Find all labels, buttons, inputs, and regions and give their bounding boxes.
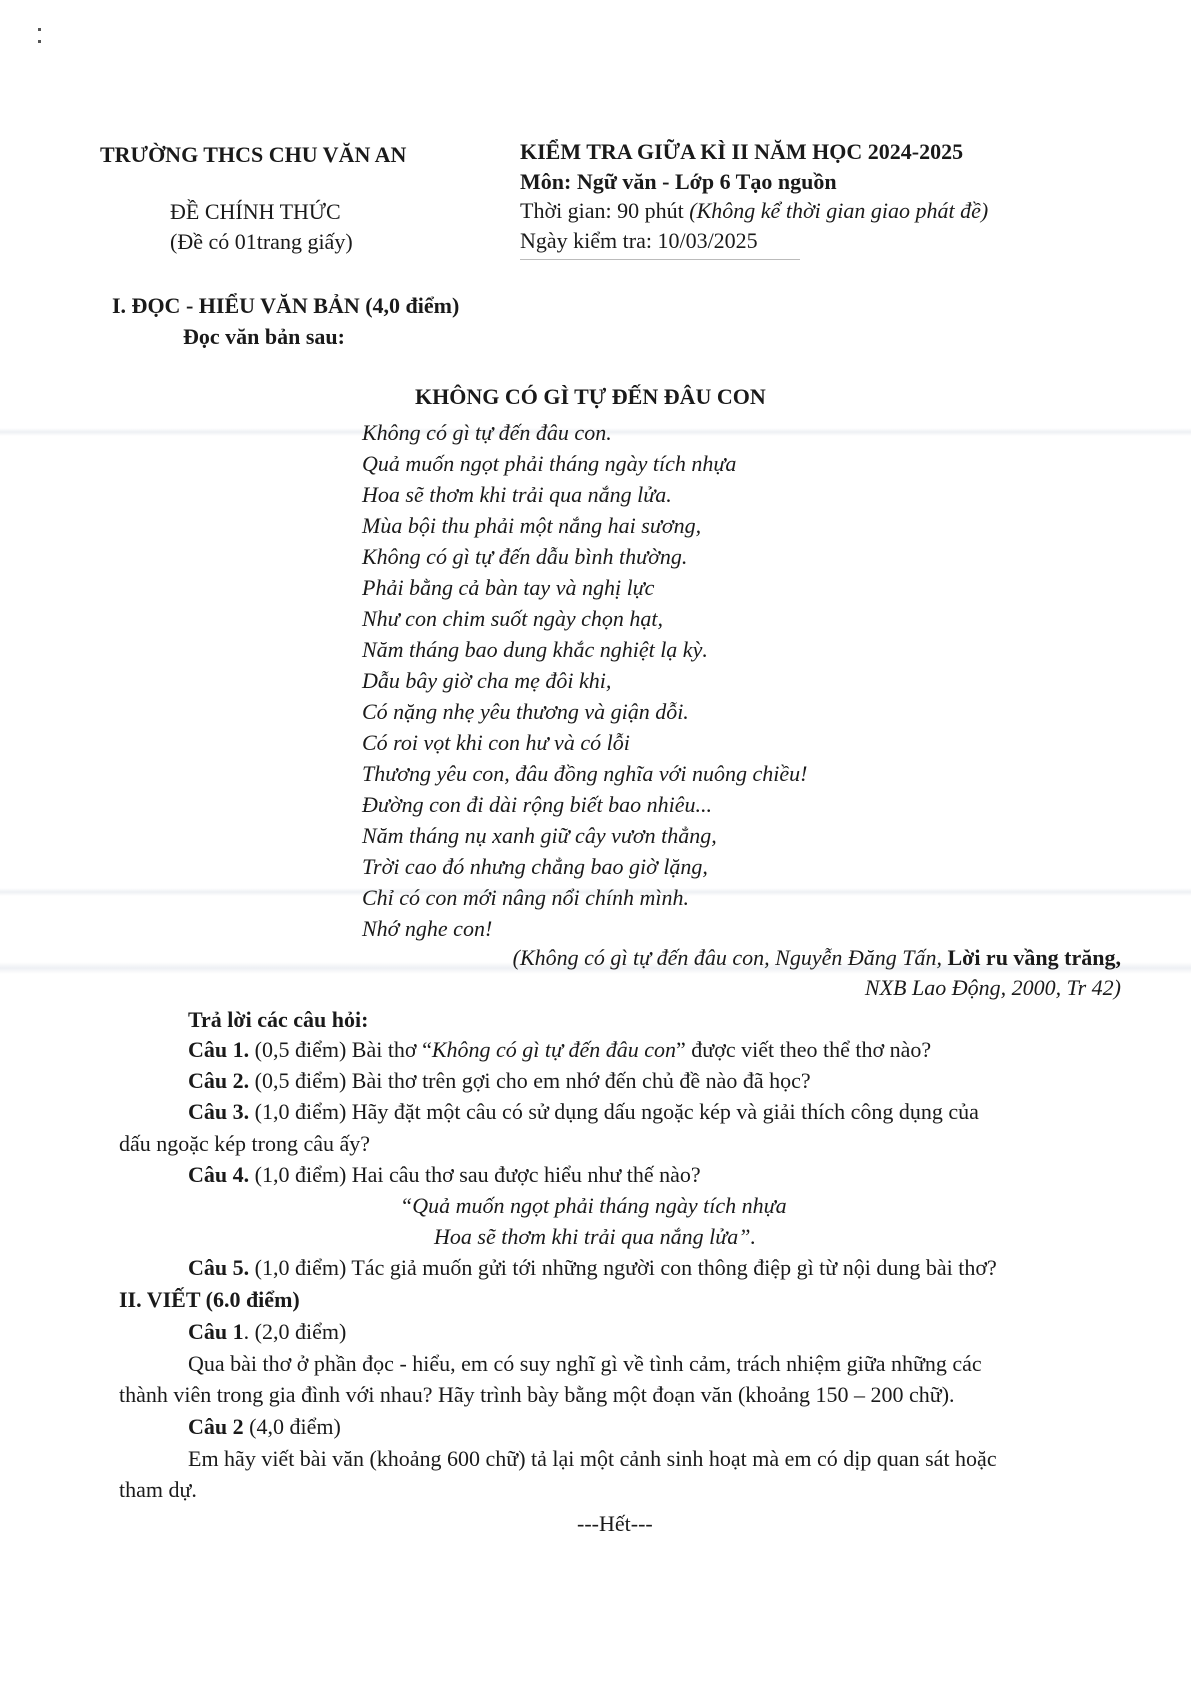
question-label: Câu 1.: [188, 1037, 250, 1062]
questions-heading: Trả lời các câu hỏi:: [188, 1007, 369, 1032]
question-label: Câu 2.: [188, 1068, 250, 1093]
official-label: ĐỀ CHÍNH THỨC: [170, 199, 341, 224]
exam-date: Ngày kiểm tra: 10/03/2025: [520, 228, 758, 253]
question-text: (0,5 điểm) Bài thơ “: [249, 1037, 432, 1062]
question-label: Câu 5.: [188, 1255, 250, 1280]
task-label: Câu 2: [188, 1414, 244, 1439]
quoted-verse-2: Hoa sẽ thơm khi trải qua nắng lửa”.: [434, 1224, 756, 1249]
subject-line: Môn: Ngữ văn - Lớp 6 Tạo nguồn: [520, 169, 837, 194]
task-points: (4,0 điểm): [243, 1414, 341, 1439]
poem-line: Mùa bội thu phải một nắng hai sương,: [362, 513, 702, 538]
poem-line: Nhớ nghe con!: [362, 916, 493, 941]
poem-line: Có nặng nhẹ yêu thương và giận dỗi.: [362, 699, 689, 724]
question-4: [188, 1162, 701, 1188]
poem-line: Đường con đi dài rộng biết bao nhiêu...: [362, 792, 713, 817]
question-text: (1,0 điểm) Hai câu thơ sau được hiểu như thế nào?: [249, 1162, 701, 1187]
question-3-cont: dấu ngoặc kép trong câu ấy?: [119, 1131, 371, 1156]
question-text: ” được viết theo thể thơ nào?: [676, 1037, 932, 1062]
question-label: Câu 3.: [188, 1099, 250, 1124]
poem-line: Như con chim suốt ngày chọn hạt,: [362, 606, 664, 631]
poem-line: Có roi vọt khi con hư và có lỗi: [362, 730, 630, 755]
poem-line: Phải bằng cả bàn tay và nghị lực: [362, 575, 655, 600]
part2-heading: II. VIẾT (6.0 điểm): [119, 1287, 300, 1312]
poem-line: Chỉ có con mới nâng nổi chính mình.: [362, 885, 690, 910]
question-3: [188, 1099, 979, 1125]
quoted-verse-1: “Quả muốn ngọt phải tháng ngày tích nhựa: [400, 1193, 787, 1218]
writing-task-2: [188, 1414, 341, 1440]
poem-title: KHÔNG CÓ GÌ TỰ ĐẾN ĐÂU CON: [415, 384, 766, 409]
poem-line: Năm tháng bao dung khắc nghiệt lạ kỳ.: [362, 637, 708, 662]
source-publisher: NXB Lao Động, 2000, Tr 42): [864, 975, 1121, 1000]
poem-line: Không có gì tự đến dẫu bình thường.: [362, 544, 688, 569]
poem-body: [362, 417, 807, 944]
question-text: (1,0 điểm) Hãy đặt một câu có sử dụng dấu ngoặc kép và giải thích công dụng của: [249, 1099, 979, 1124]
question-text: (1,0 điểm) Tác giả muốn gửi tới những người con thông điệp gì từ nội dung bài thơ?: [249, 1255, 997, 1280]
end-marker: ---Hết---: [577, 1511, 653, 1536]
writing-task-1-cont: thành viên trong gia đình với nhau? Hãy trình bày bằng một đoạn văn (khoảng 150 – 200 chữ).: [119, 1382, 955, 1407]
poem-line: Trời cao đó nhưng chẳng bao giờ lặng,: [362, 854, 708, 879]
scan-dot: [38, 28, 41, 31]
part1-instruction: Đọc văn bản sau:: [183, 324, 345, 349]
writing-task-1-text: Qua bài thơ ở phần đọc - hiểu, em có suy nghĩ gì về tình cảm, trách nhiệm giữa những các: [188, 1351, 982, 1376]
question-poem-title: Không có gì tự đến đâu con: [431, 1037, 677, 1062]
task-points: . (2,0 điểm): [243, 1319, 347, 1344]
poem-line: Hoa sẽ thơm khi trải qua nắng lửa.: [362, 482, 672, 507]
question-5: [188, 1255, 997, 1281]
writing-task-2-text: Em hãy viết bài văn (khoảng 600 chữ) tả lại một cảnh sinh hoạt mà em có dịp quan sát hoặc: [188, 1446, 997, 1471]
question-text: (0,5 điểm) Bài thơ trên gợi cho em nhớ đến chủ đề nào đã học?: [249, 1068, 811, 1093]
question-label: Câu 4.: [188, 1162, 250, 1187]
poem-line: Quả muốn ngọt phải tháng ngày tích nhựa: [362, 451, 737, 476]
poem-line: Không có gì tự đến đâu con.: [362, 420, 612, 445]
source-author: (Không có gì tự đến đâu con, Nguyễn Đăng Tấn,: [512, 945, 948, 970]
poem-line: Năm tháng nụ xanh giữ cây vươn thẳng,: [362, 823, 717, 848]
source-book: Lời ru vầng trăng,: [947, 945, 1121, 970]
page-count: (Đề có 01trang giấy): [170, 229, 353, 254]
question-2: [188, 1068, 811, 1094]
time-label: Thời gian: 90 phút: [520, 198, 690, 223]
time-line: [520, 198, 988, 224]
question-1: [188, 1037, 931, 1063]
poem-source: [513, 945, 1121, 971]
scan-dot: [38, 40, 41, 43]
poem-line: Dẫu bây giờ cha mẹ đôi khi,: [362, 668, 612, 693]
part1-heading: I. ĐỌC - HIỂU VĂN BẢN (4,0 điểm): [112, 293, 460, 318]
writing-task-2-cont: tham dự.: [119, 1477, 197, 1502]
poem-line: Thương yêu con, đâu đồng nghĩa với nuông chiều!: [362, 761, 808, 786]
writing-task-1: [188, 1319, 346, 1345]
header-underline: [520, 259, 800, 260]
time-note: (Không kể thời gian giao phát đề): [689, 198, 989, 223]
exam-title: KIỂM TRA GIỮA KÌ II NĂM HỌC 2024-2025: [520, 139, 964, 164]
task-label: Câu 1: [188, 1319, 244, 1344]
school-name: TRƯỜNG THCS CHU VĂN AN: [100, 142, 407, 167]
